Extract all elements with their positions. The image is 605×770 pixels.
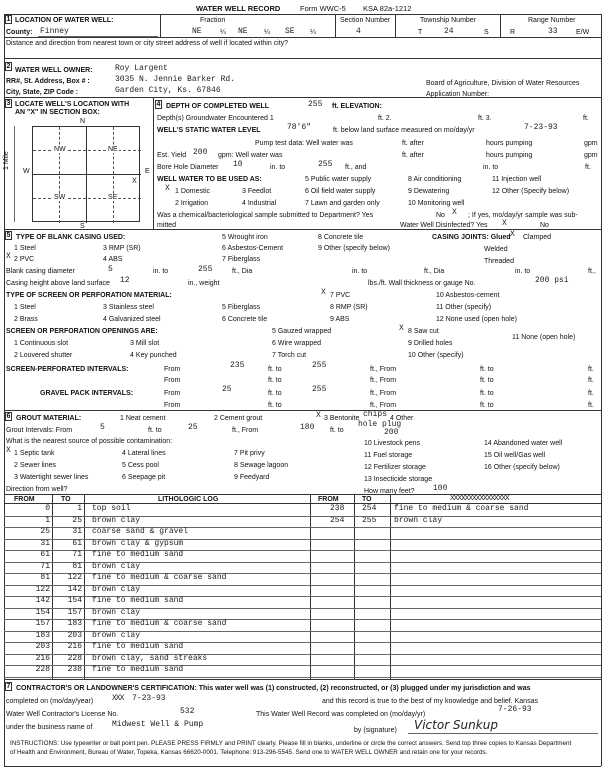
opening-other[interactable]: 10 Other (specify) — [408, 352, 464, 359]
distance-label: Distance and direction from nearest town or city street address of well if located within city? — [6, 40, 289, 47]
casing-ft-dia-2: ft., Dia — [424, 268, 445, 275]
gp-to-1: ft. to — [268, 390, 282, 397]
location-label: LOCATION OF WATER WELL: — [15, 17, 114, 24]
bore-depth: 255 — [318, 160, 333, 169]
after-2: ft. after — [402, 152, 424, 159]
screen-galvanized[interactable]: 4 Galvanized steel — [103, 316, 161, 323]
contam-oilgas[interactable]: 15 Oil well/Gas well — [484, 452, 546, 459]
section-number-label: Section Number — [340, 17, 391, 24]
address-label: RR#, St. Address, Box # : — [6, 78, 90, 85]
board-label: Board of Agriculture, Division of Water Resources — [426, 80, 580, 87]
opening-saw-check: X — [399, 324, 404, 333]
pump-test-label: Pump test data: Well water was — [255, 140, 353, 147]
hours-2: hours pumping — [486, 152, 533, 159]
compass-south: S — [80, 223, 85, 230]
casing-asbestos[interactable]: 6 Asbestos-Cement — [222, 245, 284, 252]
use-domestic-check: X — [165, 184, 170, 193]
spi-from-4: ft., From — [370, 377, 397, 384]
log-row-description: fine to medium sand — [92, 642, 184, 651]
screen-other[interactable]: 11 Other (specify) — [436, 304, 492, 311]
log-from-header: FROM — [14, 496, 35, 503]
log-row-description: brown clay — [92, 561, 141, 571]
log-row-from: 254 — [330, 515, 345, 525]
grout-chips: chips — [363, 410, 388, 419]
certification-cont: and this record is true to the best of my knowledge and belief. Kansas — [322, 698, 538, 705]
casing-rmp[interactable]: 3 RMP (SR) — [103, 245, 141, 252]
opening-louvered[interactable]: 2 Louvered shutter — [14, 352, 73, 359]
section-2-number: 2 — [6, 63, 11, 70]
opening-wire[interactable]: 6 Wire wrapped — [272, 340, 322, 347]
casing-ft-end: ft., — [588, 268, 596, 275]
static-level-label: WELL'S STATIC WATER LEVEL — [157, 127, 261, 134]
grout-from-2: 180 — [300, 423, 315, 432]
gp-from-2: ft., From — [370, 390, 397, 397]
log-row-to: 31 — [72, 527, 82, 536]
disinfected-label: Water Well Disinfected? Yes — [400, 222, 488, 229]
log-row-to: 254 — [362, 504, 377, 513]
completed-crossed: XXX — [112, 694, 124, 703]
city-value: Garden City, Ks. 67846 — [115, 86, 221, 95]
signature-value: Victor Sunkup — [414, 718, 498, 732]
grout-bentonite-check: X — [316, 411, 321, 420]
use-lawn[interactable]: 7 Lawn and garden only — [305, 200, 380, 207]
use-other[interactable]: 12 Other (Specify below) — [492, 188, 570, 195]
log-row-to: 142 — [67, 584, 82, 594]
log-row-to: 216 — [67, 642, 82, 651]
bact-no-check: X — [452, 208, 457, 217]
log-row-to: 122 — [67, 573, 82, 582]
opening-mill[interactable]: 3 Mill slot — [130, 340, 160, 347]
quadrant-sw: SW — [54, 194, 66, 201]
log-row-from: 216 — [35, 653, 50, 663]
log-row-from: 61 — [40, 550, 50, 559]
opening-continuous[interactable]: 1 Continuous slot — [14, 340, 69, 347]
bore-and: ft., and — [345, 164, 367, 171]
section-4-number: 4 — [156, 101, 161, 108]
spi-from-3: From — [164, 377, 181, 384]
opening-gauzed[interactable]: 5 Gauzed wrapped — [272, 328, 332, 335]
screen-stainless[interactable]: 3 Stainless steel — [103, 304, 154, 311]
log-row-description: fine to medium & coarse sand — [92, 619, 227, 628]
gp-ft-end: ft. — [588, 390, 594, 397]
grout-other[interactable]: 4 Other — [390, 415, 414, 422]
joints-welded[interactable]: Welded — [484, 246, 508, 253]
casing-in-to: in. to — [153, 268, 169, 275]
grout-cement[interactable]: 2 Cement grout — [214, 415, 263, 422]
locate-label: LOCATE WELL'S LOCATION WITH — [15, 101, 130, 108]
log-row-to: 1 — [77, 504, 82, 513]
instructions-line-2: of Health and Environment, Bureau of Water, Topeka, Kansas 66620-0001. Telephone: 913-296-5545. Send one to WATER WELL OWNER and retain one for your records. — [10, 749, 488, 756]
spi-from-value: 235 — [230, 361, 245, 370]
log-row-description: coarse sand & gravel — [92, 527, 189, 536]
joints-label: CASING JOINTS: Glued — [432, 234, 511, 241]
mile-label: 1 Mile — [3, 151, 10, 170]
section-7-number: 7 — [6, 683, 11, 690]
section-number-value: 4 — [356, 27, 361, 36]
casing-pvc[interactable]: 2 PVC — [14, 256, 35, 263]
gp-ft-end-2: ft. — [588, 402, 594, 409]
spi-to-3: ft. to — [268, 377, 282, 384]
compass-north: N — [80, 118, 86, 125]
statute: KSA 82a-1212 — [363, 4, 412, 13]
screen-abs[interactable]: 9 ABS — [330, 316, 350, 323]
direction-label: Direction from well? — [6, 486, 68, 493]
contam-seepage[interactable]: 6 Seepage pit — [122, 474, 166, 481]
well-location-mark: X — [132, 177, 137, 186]
business-value: Midwest Well & Pump — [112, 720, 204, 729]
grout-from-label-2: ft., From — [232, 427, 259, 434]
completed-date: 7-23-93 — [132, 694, 166, 703]
form-title: WATER WELL RECORD — [196, 4, 281, 13]
use-oilfield[interactable]: 6 Oil field water supply — [305, 188, 376, 195]
log-row-description: brown clay — [92, 607, 141, 617]
log-to-header: TO — [61, 496, 71, 503]
grout-to-1-value: 25 — [188, 423, 198, 432]
joints-clamped[interactable]: Clamped — [523, 234, 552, 241]
casing-abs[interactable]: 4 ABS — [103, 256, 123, 263]
bact-mitted: mitted — [157, 222, 177, 229]
contam-septic[interactable]: 1 Septic tank — [14, 450, 55, 457]
gp-from-4: ft., From — [370, 402, 397, 409]
contam-fertilizer[interactable]: 12 Fertilizer storage — [364, 464, 426, 471]
bore-diameter: 10 — [233, 160, 243, 169]
casing-height-label: Casing height above land surface — [6, 280, 110, 287]
fraction-label: Fraction — [200, 17, 226, 24]
screen-brass[interactable]: 2 Brass — [14, 316, 38, 323]
spi-from-2: ft., From — [370, 366, 397, 373]
disinfected-yes-check: X — [502, 219, 507, 228]
log-row-description: fine to medium sand — [92, 550, 184, 559]
use-label: WELL WATER TO BE USED AS: — [157, 176, 262, 183]
completed-label: completed on (mo/day/year) — [6, 698, 94, 705]
log-lithology-header: LITHOLOGIC LOG — [158, 496, 219, 503]
log-row-description: fine to medium & coarse sand — [394, 504, 529, 513]
gp-to-2: ft. to — [480, 390, 494, 397]
casing-ft-dia: ft., Dia — [232, 268, 253, 275]
disinfected-no[interactable]: No — [540, 222, 549, 229]
screen-pvc-check: X — [321, 288, 326, 297]
fraction-q2: NE — [238, 27, 248, 36]
grout-intervals-label: Grout Intervals: From — [6, 427, 73, 434]
owner-label: WATER WELL OWNER: — [15, 67, 93, 74]
log-row-description: fine to medium sand — [92, 596, 184, 605]
township-value: 24 — [444, 27, 454, 36]
grout-to-1: ft. to — [148, 427, 162, 434]
log-row-to: 61 — [72, 538, 82, 548]
log-row-description: fine to medium sand — [92, 665, 184, 674]
screen-material-label: TYPE OF SCREEN OR PERFORATION MATERIAL: — [6, 292, 172, 299]
screen-steel[interactable]: 1 Steel — [14, 304, 36, 311]
casing-wrought[interactable]: 5 Wrought iron — [222, 234, 268, 241]
quarter-mark-2: ¼ — [264, 29, 270, 36]
use-irrigation[interactable]: 2 Irrigation — [175, 200, 209, 207]
yield-label: Est. Yield — [157, 152, 187, 159]
use-air[interactable]: 8 Air conditioning — [408, 176, 462, 183]
license-label: Water Well Contractor's License No. — [6, 711, 119, 718]
log-row-from: 1 — [45, 515, 50, 525]
log-row-to: 228 — [67, 653, 82, 663]
contamination-label: What is the nearest source of possible contamination: — [6, 438, 173, 445]
log-row-from: 142 — [35, 596, 50, 605]
opening-key[interactable]: 4 Key punched — [130, 352, 177, 359]
screen-intervals-label: SCREEN-PERFORATED INTERVALS: — [6, 366, 129, 373]
quarter-mark-3: ¼ — [310, 29, 316, 36]
fraction-q3: SE — [285, 27, 295, 36]
screen-fiberglass[interactable]: 5 Fiberglass — [222, 304, 261, 311]
form-number: Form WWC-5 — [300, 4, 346, 13]
gp-to-4: ft. to — [480, 402, 494, 409]
contam-lagoon[interactable]: 8 Sewage lagoon — [234, 462, 289, 469]
gw-ft: ft. — [583, 115, 589, 122]
openings-label: SCREEN OR PERFORATION OPENINGS ARE: — [6, 328, 158, 335]
log-row-description: fine to medium & coarse sand — [92, 573, 227, 582]
use-injection[interactable]: 11 Injection well — [492, 176, 542, 183]
contam-cesspool[interactable]: 5 Cess pool — [122, 462, 159, 469]
static-level-value: 78'6" — [287, 123, 312, 132]
log-row-from: 81 — [40, 573, 50, 582]
log-row-description: top soil — [92, 504, 131, 513]
grout-bentonite[interactable]: 3 Bentonite — [324, 415, 360, 422]
casing-in-to-2: in. to — [352, 268, 368, 275]
opening-none[interactable]: 11 None (open hole) — [512, 334, 576, 341]
log-row-from: 183 — [35, 630, 50, 640]
locate-label-2: AN "X" IN SECTION BOX: — [15, 109, 100, 116]
log-to-header-2: TO — [362, 496, 372, 503]
casing-gauge-value: 200 psi — [535, 276, 569, 285]
bore-label: Bore Hole Diameter — [157, 164, 219, 171]
log-row-description: brown clay, sand streaks — [92, 653, 208, 663]
screen-pvc[interactable]: 7 PVC — [330, 292, 351, 299]
static-level-desc: ft. below land surface measured on mo/day/yr — [333, 127, 475, 134]
use-feedlot[interactable]: 3 Feedlot — [242, 188, 272, 195]
log-row-to: 203 — [67, 630, 82, 640]
county-label: County: — [6, 29, 33, 36]
owner-value: Roy Largent — [115, 64, 168, 73]
casing-dia-value: 5 — [108, 265, 113, 274]
use-domestic[interactable]: 1 Domestic — [175, 188, 211, 195]
spi-from-1: From — [164, 366, 181, 373]
gw-3-label: ft. 3. — [478, 115, 492, 122]
contam-sewer[interactable]: 2 Sewer lines — [14, 462, 57, 469]
township-suffix: S — [484, 29, 489, 36]
depth-value: 255 — [308, 100, 323, 109]
log-row-to: 81 — [72, 561, 82, 571]
bore-ft: ft. — [585, 164, 591, 171]
grout-label: GROUT MATERIAL: — [16, 415, 82, 422]
fraction-q1: NE — [192, 27, 202, 36]
log-row-to: 25 — [72, 515, 82, 525]
range-prefix: R — [510, 29, 516, 36]
range-value: 33 — [548, 27, 558, 36]
gp-from-3: From — [164, 402, 181, 409]
section-1-number: 1 — [6, 16, 11, 23]
spi-to-1: ft. to — [268, 366, 282, 373]
contam-privy[interactable]: 7 Pit privy — [234, 450, 265, 457]
casing-height-value: 12 — [120, 276, 130, 285]
casing-depth-value: 255 — [198, 265, 213, 274]
opening-torch[interactable]: 7 Torch cut — [272, 352, 307, 359]
casing-steel[interactable]: 1 Steel — [14, 245, 36, 252]
log-row-from: 0 — [45, 504, 50, 513]
contam-insecticide[interactable]: 13 Insecticide storage — [364, 476, 433, 483]
log-row-to: 255 — [362, 515, 377, 525]
signature-label: by (signature) — [354, 727, 397, 734]
screen-none[interactable]: 12 None used (open hole) — [436, 316, 517, 323]
gpm-1: gpm — [584, 140, 598, 147]
quarter-mark-1: ¼ — [220, 29, 226, 36]
address-value: 3035 N. Jennie Barker Rd. — [115, 75, 236, 84]
township-prefix: T — [418, 29, 423, 36]
log-row-to: 157 — [67, 607, 82, 617]
contam-lateral[interactable]: 4 Lateral lines — [122, 450, 166, 457]
bact-no[interactable]: No — [436, 212, 445, 219]
gp-from-1: From — [164, 390, 181, 397]
bore-in-to: in. to — [483, 164, 499, 171]
log-row-from: 157 — [35, 619, 50, 628]
bore-to: in. to — [270, 164, 286, 171]
casing-weight-label: in., weight — [188, 280, 220, 287]
township-label: Township Number — [420, 17, 477, 24]
use-public[interactable]: 5 Public water supply — [305, 176, 372, 183]
log-row-from: 31 — [40, 538, 50, 548]
log-row-description: brown clay — [92, 584, 141, 594]
how-many-feet-label: How many feet? — [364, 488, 415, 495]
grout-to-2-value: 200 — [384, 428, 399, 437]
spi-to-2: ft. to — [480, 366, 494, 373]
section-5-number: 5 — [6, 232, 11, 239]
gp-to-3: ft. to — [268, 402, 282, 409]
log-row-from: 228 — [35, 665, 50, 674]
grout-from-1: 5 — [100, 423, 105, 432]
contam-feedyard[interactable]: 9 Feedyard — [234, 474, 270, 481]
log-row-to: 183 — [67, 619, 82, 628]
log-row-from: 25 — [40, 527, 50, 536]
range-direction: E/W — [576, 29, 590, 36]
bact-question: Was a chemical/bacteriological sample submitted to Department? Yes — [157, 212, 374, 219]
log-row-to: 71 — [72, 550, 82, 559]
log-row-description: brown clay & gypsum — [92, 538, 184, 548]
log-row-from: 203 — [35, 642, 50, 651]
log-row-from: 122 — [35, 584, 50, 594]
contam-septic-check: X — [6, 446, 11, 455]
section-3-number: 3 — [6, 100, 11, 107]
how-many-feet-value: 100 — [433, 484, 448, 493]
casing-gauge-label: lbs./ft. Wall thickness or gauge No. — [368, 280, 476, 287]
spi-to-value: 255 — [312, 361, 327, 370]
opening-saw[interactable]: 8 Saw cut — [408, 328, 439, 335]
certification-text: CONTRACTOR'S OR LANDOWNER'S CERTIFICATION: This water well was (1) constructed, (2) reconstructed, or (3) plugged under my jurisdiction and was — [16, 685, 531, 692]
instructions-line-1: INSTRUCTIONS: Use typewriter or ball point pen. PLEASE PRESS FIRMLY and PRINT clearly. Please fill in blanks, underline or circle the correct answers. Send top three copies to Kansas Department — [10, 740, 572, 747]
casing-other[interactable]: 9 Other (specify below) — [318, 245, 390, 252]
quadrant-nw: NW — [54, 146, 66, 153]
grout-hole-plug: hole plug — [358, 420, 402, 429]
log-row-from: 154 — [35, 607, 50, 617]
quadrant-se: SE — [108, 194, 118, 201]
gp-to-value: 255 — [312, 385, 327, 394]
screen-concrete[interactable]: 6 Concrete tile — [222, 316, 268, 323]
static-level-date: 7-23-93 — [524, 123, 558, 132]
casing-in-to-3: in. to — [515, 268, 531, 275]
gp-from-value: 25 — [222, 385, 232, 394]
log-row-to: 238 — [67, 665, 82, 674]
joints-threaded[interactable]: Threaded — [484, 258, 514, 265]
log-row-description: brown clay — [92, 630, 141, 640]
casing-concrete[interactable]: 8 Concrete tile — [318, 234, 364, 241]
joints-glued-check: X — [510, 230, 515, 239]
gravel-pack-label: GRAVEL PACK INTERVALS: — [40, 390, 134, 397]
gw-2-label: ft. 2. — [378, 115, 392, 122]
range-label: Range Number — [528, 17, 576, 24]
depth-unit: ft. ELEVATION: — [332, 103, 382, 110]
use-monitoring[interactable]: 10 Monitoring well — [408, 200, 465, 207]
contam-livestock[interactable]: 10 Livestock pens — [364, 440, 421, 447]
gpm-2: gpm — [584, 152, 598, 159]
use-dewatering[interactable]: 9 Dewatering — [408, 188, 450, 195]
log-row-from: 238 — [330, 504, 345, 513]
casing-fiberglass[interactable]: 7 Fiberglass — [222, 256, 261, 263]
depth-label: DEPTH OF COMPLETED WELL — [166, 103, 270, 110]
contam-watertight[interactable]: 3 Watertight sewer lines — [14, 474, 89, 481]
casing-pvc-check: X — [6, 252, 11, 261]
record-completed-date: 7-26-93 — [498, 705, 532, 714]
after-1: ft. after — [402, 140, 424, 147]
bact-rest: ; If yes, mo/day/yr sample was sub- — [468, 212, 578, 219]
record-completed-label: This Water Well Record was completed on (mo/day/yr) — [256, 711, 426, 718]
application-number-label: Application Number: — [426, 91, 490, 98]
casing-dia-label: Blank casing diameter — [6, 268, 75, 275]
business-label: under the business name of — [6, 724, 93, 731]
grout-neat[interactable]: 1 Neat cement — [120, 415, 166, 422]
city-label: City, State, ZIP Code : — [6, 89, 79, 96]
screen-asbestos[interactable]: 10 Asbestos-cement — [436, 292, 500, 299]
screen-rmp[interactable]: 8 RMP (SR) — [330, 304, 368, 311]
compass-east: E — [145, 168, 150, 175]
log-from-header-2: FROM — [318, 496, 339, 503]
log-row-from: 71 — [40, 561, 50, 571]
opening-drilled[interactable]: 9 Drilled holes — [408, 340, 453, 347]
county-value: Finney — [40, 27, 69, 36]
log-row-description: brown clay — [394, 515, 443, 525]
section-6-number: 6 — [6, 413, 11, 420]
spi-ft-end: ft. — [588, 366, 594, 373]
contam-abandoned[interactable]: 14 Abandoned water well — [484, 440, 563, 447]
spi-to-4: ft. to — [480, 377, 494, 384]
yield-value: 200 — [193, 148, 208, 157]
groundwater-label: Depth(s) Groundwater Encountered 1 — [157, 115, 274, 122]
log-row-description: brown clay — [92, 515, 141, 525]
use-industrial[interactable]: 4 Industrial — [242, 200, 277, 207]
license-value: 532 — [180, 707, 195, 716]
compass-west: W — [23, 168, 30, 175]
contam-fuel[interactable]: 11 Fuel storage — [364, 452, 413, 459]
section-box[interactable] — [32, 126, 140, 222]
yield-desc: gpm: Well water was — [218, 152, 283, 159]
grout-to-2: ft. to — [330, 427, 344, 434]
log-header-crossed: XXXXXXXXXXXXXXXX — [450, 495, 509, 502]
hours-1: hours pumping — [486, 140, 533, 147]
quadrant-ne: NE — [108, 146, 118, 153]
casing-type-label: TYPE OF BLANK CASING USED: — [16, 234, 126, 241]
contam-other[interactable]: 16 Other (specify below) — [484, 464, 560, 471]
spi-ft-end-2: ft. — [588, 377, 594, 384]
log-row-to: 154 — [67, 596, 82, 605]
